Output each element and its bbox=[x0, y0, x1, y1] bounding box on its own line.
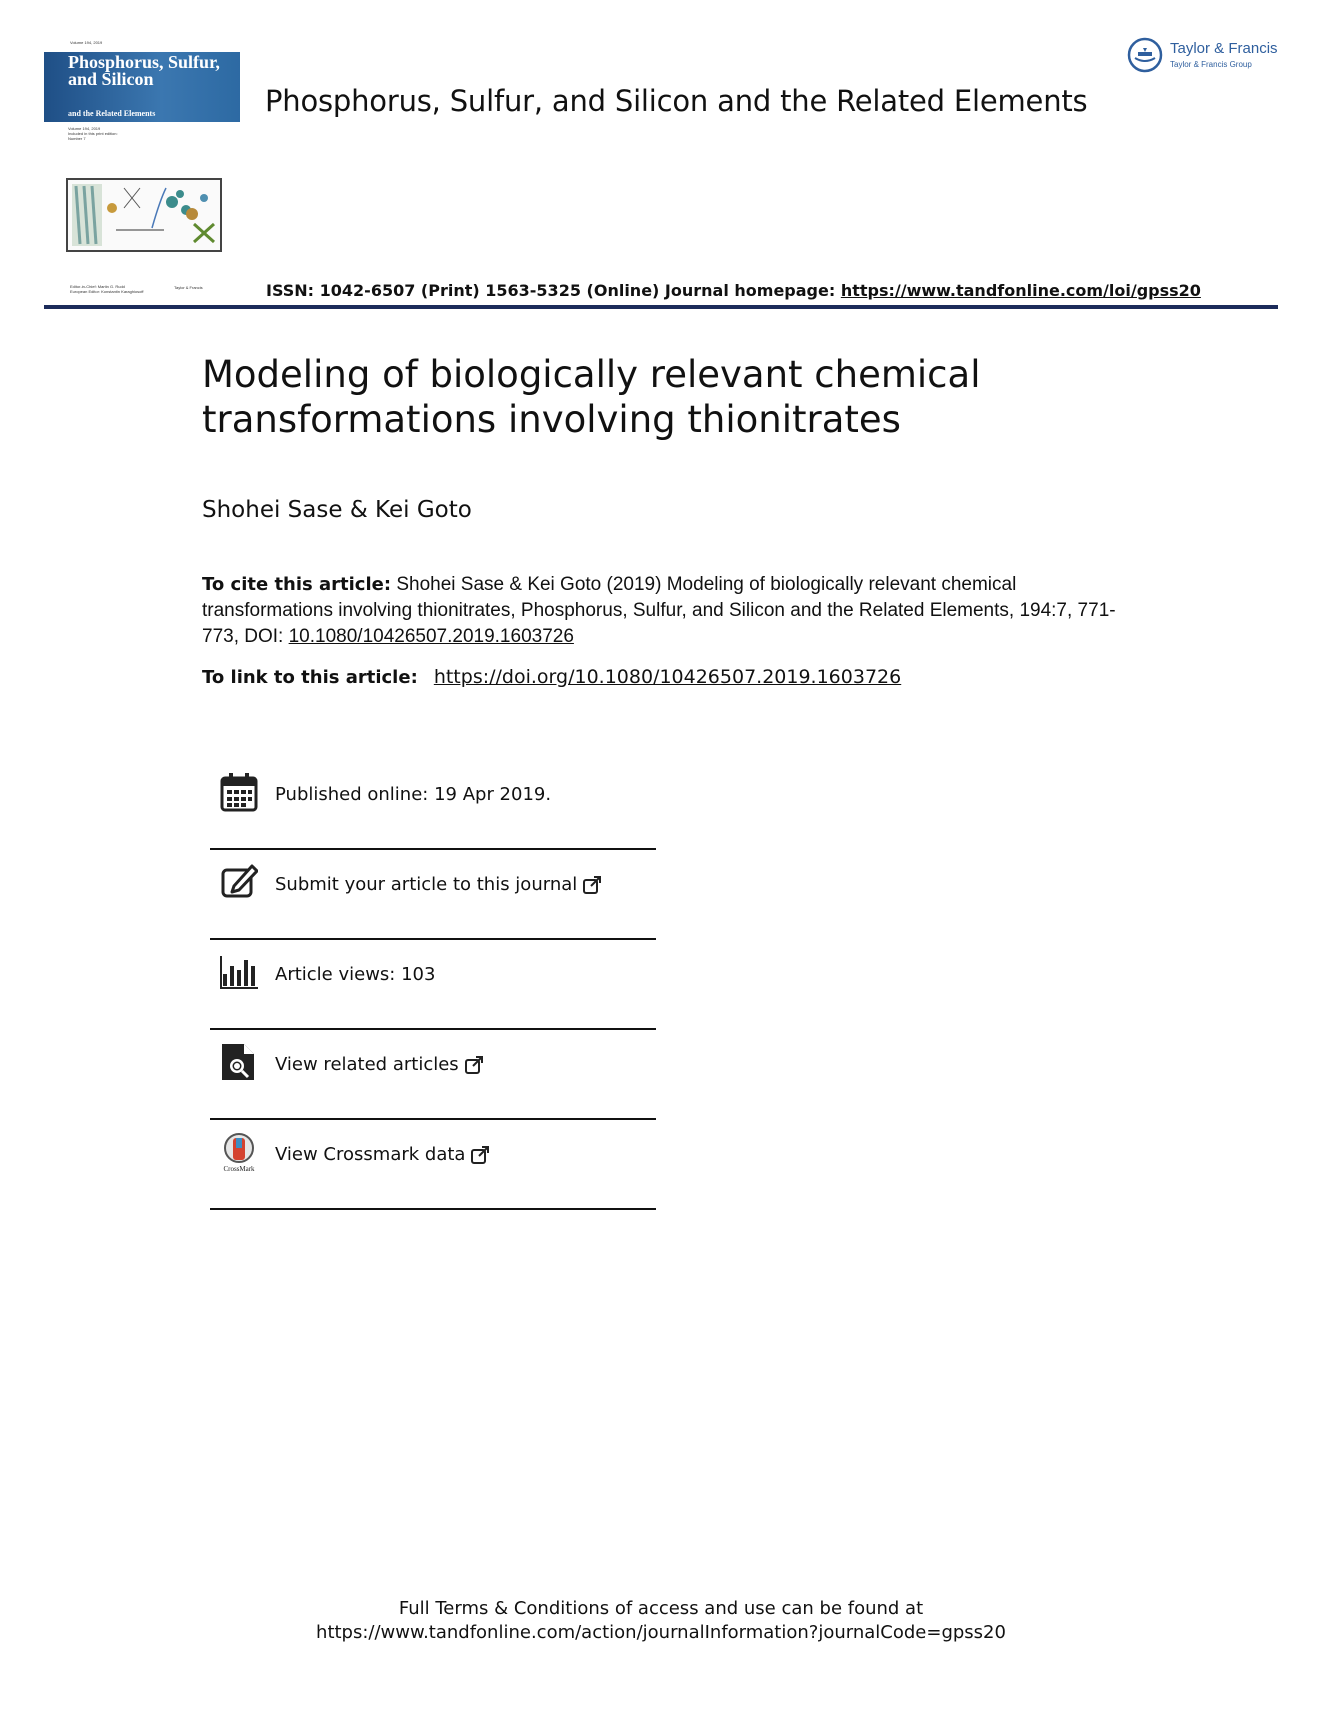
cover-info-line: Volume 194, 2019 bbox=[68, 126, 101, 131]
external-link-icon bbox=[583, 876, 601, 894]
cover-publisher-mini: Taylor & Francis bbox=[174, 285, 203, 290]
cover-title-band bbox=[44, 52, 240, 122]
journal-homepage-link[interactable]: https://www.tandfonline.com/loi/gpss20 bbox=[840, 281, 1201, 300]
submit-article-label[interactable] bbox=[275, 874, 601, 895]
calendar-icon bbox=[220, 772, 258, 812]
citation-block bbox=[202, 572, 1122, 650]
cover-volume: Volume 194, 2019 bbox=[70, 40, 103, 45]
publisher-logo[interactable] bbox=[1126, 36, 1286, 76]
issn-line bbox=[266, 281, 1201, 300]
journal-title: Phosphorus, Sulfur, and Silicon and the Related Elements bbox=[265, 84, 1088, 118]
crossmark-logo-text: CrossMark bbox=[223, 1165, 255, 1172]
link-label: To link to this article: bbox=[202, 667, 418, 688]
cover-subtitle: and the Related Elements bbox=[68, 109, 156, 118]
header-divider bbox=[44, 305, 1278, 309]
publisher-name: Taylor & Francis bbox=[1170, 40, 1278, 57]
submit-article-item[interactable] bbox=[210, 850, 656, 940]
cover-figure-image bbox=[66, 178, 222, 252]
cover-editor-line: European Editor: Konstantin Karaghiosoff bbox=[70, 289, 144, 294]
article-authors: Shohei Sase & Kei Goto bbox=[202, 497, 472, 523]
article-link-block bbox=[202, 666, 901, 688]
related-articles-item[interactable] bbox=[210, 1030, 656, 1120]
article-views-item bbox=[210, 940, 656, 1030]
article-info-list bbox=[210, 760, 656, 1210]
cover-editor-line: Editor-in-Chief: Martin G. Rudd bbox=[70, 284, 125, 289]
cover-editors bbox=[70, 284, 170, 294]
cover-info-line: Included in this print edition: bbox=[68, 131, 118, 136]
crossmark-text: View Crossmark data bbox=[275, 1144, 466, 1165]
related-articles-text: View related articles bbox=[275, 1054, 459, 1075]
published-online-label: Published online: 19 Apr 2019. bbox=[275, 784, 552, 805]
citation-text: Shohei Sase & Kei Goto (2019) Modeling of biologically relevant chemical transformations involving thionitrates, Phosphorus, Sulfur, and Silicon and the Related Elements, 194:7, 771-773, DOI: bbox=[202, 574, 1116, 647]
cover-info bbox=[68, 126, 168, 141]
publisher-group: Taylor & Francis Group bbox=[1170, 60, 1252, 69]
journal-cover bbox=[44, 38, 240, 296]
crossmark-label[interactable] bbox=[275, 1144, 489, 1165]
bar-chart-icon bbox=[220, 952, 258, 992]
footer-line-1: Full Terms & Conditions of access and use can be found at bbox=[398, 1598, 924, 1619]
crossmark-item[interactable] bbox=[210, 1120, 656, 1210]
crossmark-icon bbox=[220, 1132, 258, 1172]
terms-footer bbox=[0, 1597, 1322, 1645]
edit-pencil-icon bbox=[220, 862, 258, 902]
doi-link[interactable]: 10.1080/10426507.2019.1603726 bbox=[288, 626, 574, 647]
external-link-icon bbox=[465, 1056, 483, 1074]
article-doi-url-link[interactable]: https://doi.org/10.1080/10426507.2019.1603726 bbox=[433, 666, 902, 688]
taylor-francis-logo-icon bbox=[1126, 36, 1164, 74]
external-link-icon bbox=[471, 1146, 489, 1164]
issn-text: ISSN: 1042-6507 (Print) 1563-5325 (Online) Journal homepage: bbox=[266, 281, 841, 300]
article-views-label: Article views: 103 bbox=[275, 964, 436, 985]
article-title: Modeling of biologically relevant chemical transformations involving thionitrates bbox=[202, 353, 981, 441]
citation-label: To cite this article: bbox=[202, 574, 392, 595]
cover-info-line: Number 7 bbox=[68, 136, 86, 141]
published-online-item bbox=[210, 760, 656, 850]
footer-terms-link[interactable]: https://www.tandfonline.com/action/journalInformation?journalCode=gpss20 bbox=[316, 1622, 1006, 1643]
related-articles-label[interactable] bbox=[275, 1054, 483, 1075]
document-search-icon bbox=[220, 1042, 258, 1082]
cover-title: Phosphorus, Sulfur, and Silicon bbox=[68, 52, 220, 89]
submit-article-text: Submit your article to this journal bbox=[275, 874, 578, 895]
